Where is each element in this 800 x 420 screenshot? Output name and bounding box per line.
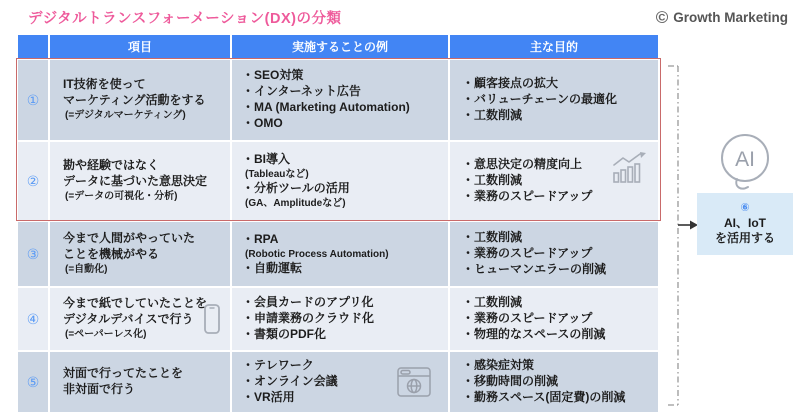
item-note: (=デジタルマーケティング): [65, 109, 186, 121]
item-line: IT技術を使って: [63, 77, 146, 92]
purpose-line: ・業務のスピードアップ: [462, 188, 593, 203]
example-subnote: (GA、Amplitudeなど): [245, 197, 346, 209]
examples-cell: [232, 142, 448, 220]
purpose-line: ・意思決定の精度向上: [462, 157, 583, 172]
purposes-cell: [450, 60, 658, 140]
purpose-line: ・業務のスピードアップ: [462, 311, 593, 326]
purposes-cell: [450, 142, 658, 220]
example-line: ・申請業務のクラウド化: [242, 311, 375, 326]
item-line: 勘や経験ではなく: [63, 158, 160, 173]
example-line: ・オンライン会議: [242, 374, 338, 389]
brand-name: Growth Marketing: [673, 10, 788, 25]
item-cell: [50, 288, 230, 350]
purposes-cell: [450, 222, 658, 286]
item-note: (=データの可視化・分析): [65, 190, 178, 202]
item-cell: [50, 60, 230, 140]
row-number: ②: [18, 142, 48, 220]
header-cell-item: 項目: [50, 35, 230, 58]
example-line: ・会員カードのアプリ化: [242, 295, 374, 310]
purpose-line: ・感染症対策: [462, 358, 535, 373]
purpose-line: ・顧客接点の拡大: [462, 76, 559, 91]
example-line: ・自動運転: [242, 260, 303, 275]
ai-iot-label-line2: を活用する: [714, 230, 775, 245]
example-line: ・SEO対策: [242, 68, 304, 83]
examples-cell: [232, 60, 448, 140]
svg-text:AI: AI: [735, 148, 755, 171]
purpose-line: ・業務のスピードアップ: [462, 246, 593, 261]
purpose-line: ・ヒューマンエラーの削減: [462, 261, 607, 276]
row-number: ③: [18, 222, 48, 286]
example-line: ・OMO: [242, 115, 283, 130]
example-line: ・インターネット広告: [242, 84, 361, 99]
page-title: デジタルトランスフォーメーション(DX)の分類: [28, 11, 342, 27]
growth-chart-icon: [610, 152, 648, 184]
purpose-line: ・工数削減: [462, 230, 523, 245]
purpose-line: ・工数削減: [462, 295, 523, 310]
item-line: 対面で行ってたことを: [63, 366, 184, 381]
ai-iot-label-line1: AI、IoT: [724, 215, 766, 230]
item-note: (=ペーパーレス化): [65, 328, 147, 340]
copyright-icon: ©: [655, 8, 669, 27]
examples-cell: [232, 222, 448, 286]
examples-cell: [232, 288, 448, 350]
row-number: ⑤: [18, 352, 48, 412]
item-line: デジタルデバイスで行う: [63, 312, 194, 326]
item-line: 今まで人間がやっていた: [63, 231, 196, 246]
example-line: ・MA (Marketing Automation): [242, 100, 410, 114]
purposes-cell: [450, 352, 658, 412]
examples-cell: [232, 352, 448, 412]
row-number: ④: [18, 288, 48, 350]
purpose-line: ・移動時間の削減: [462, 374, 559, 389]
ai-brain-icon: [722, 135, 768, 189]
purpose-line: ・工数削減: [462, 107, 523, 122]
dx-classification-table: [18, 35, 658, 412]
example-line: ・分析ツールの活用: [242, 181, 350, 195]
item-cell: [50, 222, 230, 286]
example-line: ・RPA: [242, 231, 279, 246]
purpose-line: ・勤務スペース(固定費)の削減: [462, 389, 626, 404]
purposes-cell: [450, 288, 658, 350]
example-line: ・BI導入: [242, 152, 291, 167]
header-cell-purpose: 主な目的: [450, 35, 658, 58]
item-cell: [50, 352, 230, 412]
example-subnote: (Robotic Process Automation): [245, 248, 389, 260]
item-line: 非対面で行う: [63, 382, 136, 396]
header-cell-examples: 実施することの例: [232, 35, 448, 58]
item-line: マーケティング活動をする: [63, 93, 206, 107]
item-line: 今まで紙でしていたことを: [63, 296, 208, 311]
item-line: ことを機械がやる: [63, 247, 160, 261]
item-note: (=自動化): [65, 263, 108, 275]
smartphone-icon: [203, 303, 221, 335]
row-number: ①: [18, 60, 48, 140]
example-line: ・VR活用: [242, 389, 295, 404]
browser-globe-icon: [396, 366, 432, 398]
arrow-icon: [678, 221, 698, 230]
ai-iot-box: [697, 193, 793, 255]
ai-iot-number: ⑥: [740, 202, 750, 215]
example-subnote: (Tableauなど): [245, 169, 309, 180]
example-line: ・書類のPDF化: [242, 326, 327, 341]
header-cell-blank: [18, 35, 48, 58]
purpose-line: ・バリューチェーンの最適化: [462, 92, 618, 107]
example-line: ・テレワーク: [242, 358, 314, 373]
brand-logo: [656, 9, 788, 26]
purpose-line: ・物理的なスペースの削減: [462, 326, 606, 341]
item-line: データに基づいた意思決定: [63, 174, 208, 188]
purpose-line: ・工数削減: [462, 173, 523, 188]
item-cell: [50, 142, 230, 220]
